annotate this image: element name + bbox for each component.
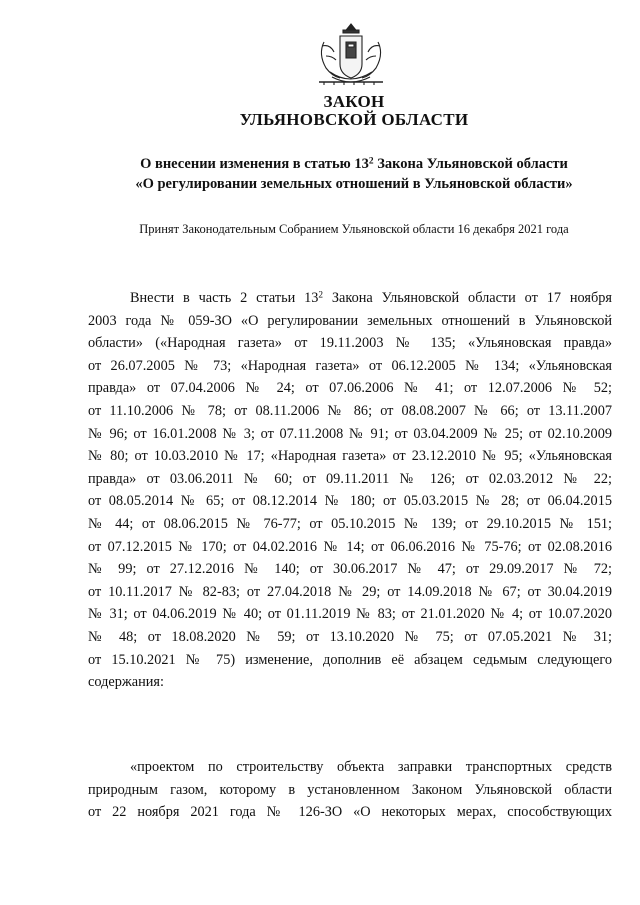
law-region-title: УЛЬЯНОВСКОЙ ОБЛАСТИ: [239, 110, 469, 129]
law-subject-line-2: «О регулировании земельных отношений в Ульяновской области»: [135, 176, 573, 192]
paragraph-line: № 80; от 10.03.2010 № 17; «Народная газета» от 23.12.2010 № 95; «Ульяновская: [88, 448, 612, 465]
paragraph-line: от 10.11.2017 № 82-83; от 27.04.2018 № 29; от 14.09.2018 № 67; от 30.04.2019: [88, 583, 612, 600]
paragraph-line: № 31; от 04.06.2019 № 40; от 01.11.2019 № 83; от 21.01.2020 № 4; от 10.07.2020: [88, 606, 612, 623]
paragraph-line: правда» от 07.04.2006 № 24; от 07.06.2006 № 41; от 12.07.2006 № 52;: [88, 380, 612, 397]
paragraph-line: области» («Народная газета» от 19.11.2003 № 135; «Ульяновская правда»: [88, 335, 612, 352]
paragraph-line: № 99; от 27.12.2016 № 140; от 30.06.2017 № 47; от 29.09.2017 № 72;: [88, 561, 612, 578]
quote-line: природным газом, которому в установленном Законом Ульяновской области: [88, 781, 612, 798]
paragraph-line: от 07.12.2015 № 170; от 04.02.2016 № 14; от 06.06.2016 № 75-76; от 02.08.2016: [88, 538, 612, 555]
paragraph-line: Внести в часть 2 статьи $13^2$ Закона Ульяновской области от 17 ноября: [130, 290, 612, 306]
paragraph-line: от 15.10.2021 № 75) изменение, дополнив её абзацем седьмым следующего: [88, 651, 612, 668]
paragraph-line: содержания:: [88, 674, 164, 691]
quoted-paragraph: [88, 756, 612, 824]
quote-line: от 22 ноября 2021 года № 126-ЗО «О некоторых мерах, способствующих: [88, 804, 612, 821]
law-subject-line-1: О внесении изменения в статью $13^2$ Закона Ульяновской области: [140, 156, 568, 172]
main-paragraph: [88, 287, 612, 694]
adoption-note: Принят Законодательным Собранием Ульяновской области 16 декабря 2021 года: [139, 222, 569, 236]
paragraph-line: от 26.07.2005 № 73; «Народная газета» от 06.12.2005 № 134; «Ульяновская: [88, 357, 612, 374]
paragraph-line: правда» от 03.06.2011 № 60; от 09.11.2011 № 126; от 02.03.2012 № 22;: [88, 470, 612, 487]
paragraph-line: № 44; от 08.06.2015 № 76-77; от 05.10.2015 № 139; от 29.10.2015 № 151;: [88, 515, 612, 532]
quote-line: «проектом по строительству объекта заправки транспортных средств: [130, 759, 612, 775]
coat-of-arms-emblem: [316, 22, 386, 88]
law-title: ЗАКОН: [323, 92, 385, 111]
paragraph-line: 2003 года № 059-ЗО «О регулировании земельных отношений в Ульяновской: [88, 312, 612, 329]
paragraph-line: № 96; от 16.01.2008 № 3; от 07.11.2008 № 91; от 03.04.2009 № 25; от 02.10.2009: [88, 425, 612, 442]
paragraph-line: от 11.10.2006 № 78; от 08.11.2006 № 86; от 08.08.2007 № 66; от 13.11.2007: [88, 402, 612, 419]
paragraph-line: от 08.05.2014 № 65; от 08.12.2014 № 180; от 05.03.2015 № 28; от 06.04.2015: [88, 493, 612, 510]
paragraph-line: № 48; от 18.08.2020 № 59; от 13.10.2020 № 75; от 07.05.2021 № 31;: [88, 628, 612, 645]
